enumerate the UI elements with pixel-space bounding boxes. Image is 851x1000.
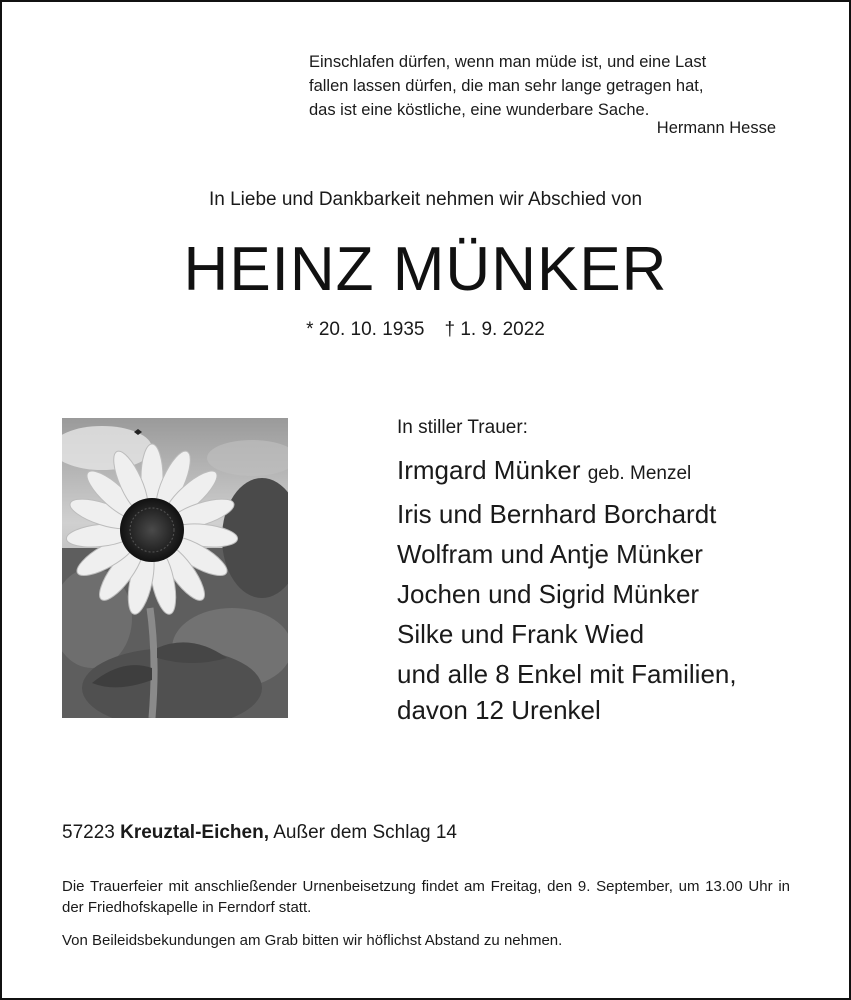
address bbox=[62, 819, 822, 847]
mourner-name bbox=[397, 450, 827, 494]
deceased-name: HEINZ MÜNKER bbox=[183, 235, 668, 304]
condolence-note: Von Beileidsbekundungen am Grab bitten wir höflichst Abstand zu nehmen. bbox=[62, 932, 563, 949]
life-dates bbox=[0, 316, 851, 344]
mourners bbox=[397, 414, 827, 726]
mourners-title: In stiller Trauer: bbox=[397, 417, 528, 438]
quote-line: fallen lassen dürfen, die man sehr lange getragen hat, bbox=[309, 77, 704, 95]
sunflower-photo bbox=[62, 418, 288, 718]
address-city: Kreuztal-Eichen, bbox=[120, 822, 269, 843]
maiden-name: geb. Menzel bbox=[587, 463, 692, 484]
grandchildren-line: und alle 8 Enkel mit Familien, bbox=[397, 659, 737, 689]
death-date: † 1. 9. 2022 bbox=[444, 319, 545, 340]
intro-text: In Liebe und Dankbarkeit nehmen wir Abschied von bbox=[208, 189, 643, 210]
mourner-first-name: Irmgard Münker bbox=[397, 455, 581, 485]
quote-line: das ist eine köstliche, eine wunderbare Sache. bbox=[309, 101, 650, 119]
address-zip: 57223 bbox=[62, 822, 115, 843]
quote-line: Einschlafen dürfen, wenn man müde ist, und eine Last bbox=[309, 53, 707, 71]
mourner-name: Jochen und Sigrid Münker bbox=[397, 579, 700, 609]
ceremony-note: Die Trauerfeier mit anschließender Urnenbeisetzung findet am Freitag, den 9. September, um 13.00 Uhr in der Friedhofskapelle in Ferndorf statt. bbox=[62, 878, 790, 916]
address-street: Außer dem Schlag 14 bbox=[273, 822, 457, 843]
mourner-name: Iris und Bernhard Borchardt bbox=[397, 499, 717, 529]
quote-author: Hermann Hesse bbox=[656, 119, 776, 137]
mourner-name: Silke und Frank Wied bbox=[397, 619, 645, 649]
mourner-name: Wolfram und Antje Münker bbox=[397, 539, 703, 569]
great-grandchildren-line: davon 12 Urenkel bbox=[397, 695, 601, 725]
quote bbox=[309, 50, 779, 122]
birth-date: * 20. 10. 1935 bbox=[306, 319, 425, 340]
